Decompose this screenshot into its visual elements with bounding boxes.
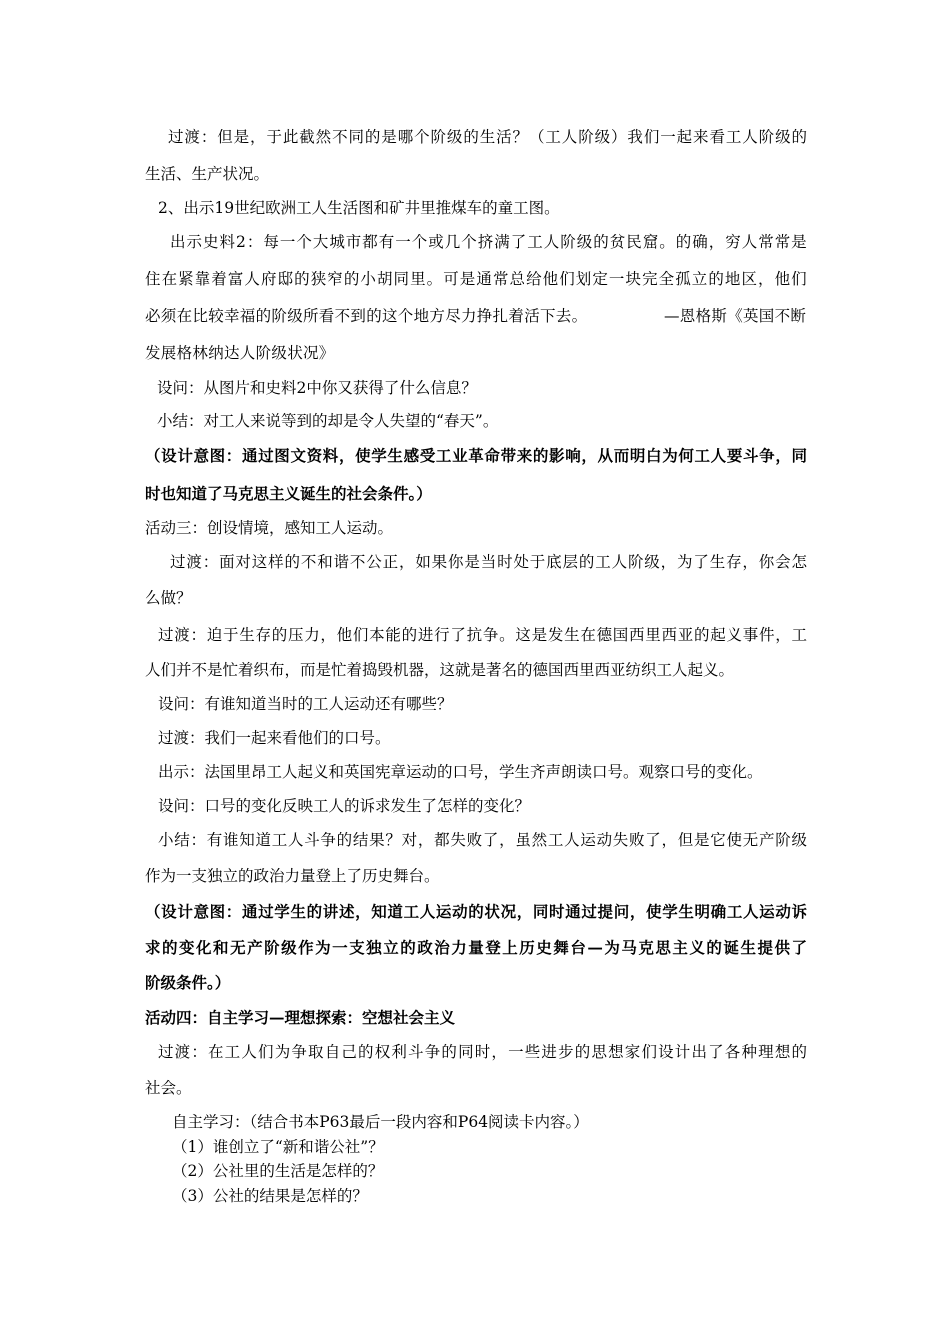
transition-4: 过渡：我们一起来看他们的口号。 (158, 729, 391, 747)
transition-paragraph-1-line-2: 生活、生产状况。 (145, 165, 270, 183)
question-2: 设问：有谁知道当时的工人运动还有哪些？ (158, 695, 453, 713)
show-slogans: 出示：法国里昂工人起义和英国宪章运动的口号，学生齐声朗读口号。观察口号的变化。 (158, 763, 763, 781)
question-3: 设问：口号的变化反映工人的诉求发生了怎样的变化？ (158, 797, 531, 815)
transition-paragraph-1-line-1: 过渡：但是，于此截然不同的是哪个阶级的生活？（工人阶级）我们一起来看工人阶级的 (168, 128, 807, 146)
summary-2-line-1: 小结：有谁知道工人斗争的结果？对，都失败了，虽然工人运动失败了，但是它使无产阶级 (158, 831, 807, 849)
activity-3-heading: 活动三：创设情境，感知工人运动。 (145, 519, 394, 537)
self-study-question-1: （1）谁创立了“新和谐公社”？ (172, 1138, 384, 1156)
transition-2-line-1: 过渡：面对这样的不和谐不公正，如果你是当时处于底层的工人阶级，为了生存，你会怎 (170, 553, 807, 571)
design-intent-2-line-3: 阶级条件。） (145, 973, 231, 992)
transition-5-line-1: 过渡：在工人们为争取自己的权利斗争的同时，一些进步的思想家们设计出了各种理想的 (158, 1043, 807, 1061)
transition-2-line-2: 么做？ (145, 589, 192, 607)
summary-1: 小结：对工人来说等到的却是令人失望的“春天”。 (157, 412, 499, 430)
summary-2-line-2: 作为一支独立的政治力量登上了历史舞台。 (145, 867, 440, 885)
source-2-line-2: 住在紧靠着富人府邸的狭窄的小胡同里。可是通常总给他们划定一块完全孤立的地区，他们 (145, 270, 807, 288)
self-study-heading: 自主学习：（结合书本P63最后一段内容和P64阅读卡内容。） (172, 1113, 589, 1131)
step-2-heading: 2、出示19世纪欧洲工人生活图和矿井里推煤车的童工图。 (158, 199, 560, 217)
activity-4-heading: 活动四：自主学习—理想探索：空想社会主义 (145, 1008, 456, 1027)
transition-3-line-1: 过渡：迫于生存的压力，他们本能的进行了抗争。这是发生在德国西里西亚的起义事件，工 (158, 626, 807, 644)
question-1: 设问：从图片和史料2中你又获得了什么信息？ (157, 379, 477, 397)
design-intent-1-line-2: 时也知道了马克思主义诞生的社会条件。） (145, 484, 432, 503)
self-study-question-3: （3）公社的结果是怎样的？ (172, 1187, 368, 1205)
transition-3-line-2: 人们并不是忙着织布，而是忙着捣毁机器，这就是著名的德国西里西亚纺织工人起义。 (145, 661, 735, 679)
transition-5-line-2: 社会。 (145, 1079, 192, 1097)
self-study-question-2: （2）公社里的生活是怎样的？ (172, 1162, 384, 1180)
source-2-line-4: 发展格林纳达人阶级状况》 (145, 344, 335, 362)
design-intent-2-line-1: （设计意图：通过学生的讲述，知道工人运动的状况，同时通过提问，使学生明确工人运动诉 (145, 902, 807, 921)
design-intent-1-line-1: （设计意图：通过图文资料，使学生感受工业革命带来的影响，从而明白为何工人要斗争，同 (145, 446, 807, 465)
source-2-line-1: 出示史料2：每一个大城市都有一个或几个挤满了工人阶级的贫民窟。的确，穷人常常是 (170, 233, 807, 251)
source-2-attribution: —恩格斯《英国不断 (664, 307, 807, 325)
design-intent-2-line-2: 求的变化和无产阶级作为一支独立的政治力量登上历史舞台—为马克思主义的诞生提供了 (145, 938, 807, 957)
source-2-line-3: 必须在比较幸福的阶级所看不到的这个地方尽力挣扎着活下去。 (145, 307, 588, 325)
